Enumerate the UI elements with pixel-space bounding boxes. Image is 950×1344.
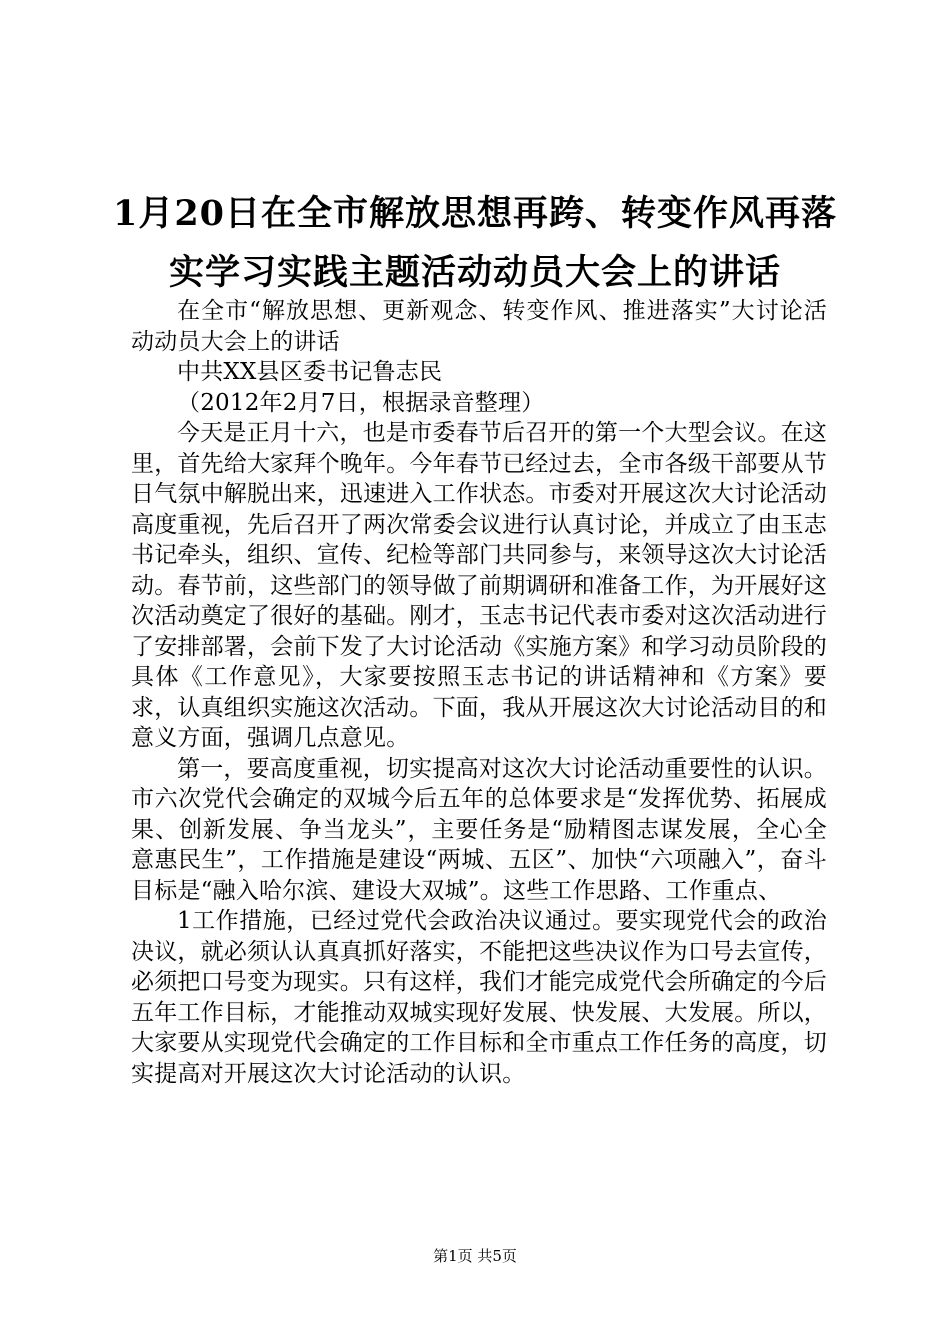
- paragraph: 今天是正月十六，也是市委春节后召开的第一个大型会议。在这里，首先给大家拜个晚年。今年春节已经过去，全市各级干部要从节日气氛中解脱出来，迅速进入工作状态。市委对开展这次大讨论活动高度重视，先后召开了两次常委会议进行认真讨论，并成立了由玉志书记牵头，组织、宣传、纪检等部门共同参与，来领导这次大讨论活动。春节前，这些部门的领导做了前期调研和准备工作，为开展好这次活动奠定了很好的基础。刚才，玉志书记代表市委对这次活动进行了安排部署，会前下发了大讨论活动《实施方案》和学习动员阶段的具体《工作意见》，大家要按照玉志书记的讲话精神和《方案》要求，认真组织实施这次活动。下面，我从开展这次大讨论活动目的和意义方面，强调几点意见。: [131, 420, 827, 751]
- speech-heading: 在全市“解放思想、更新观念、转变作风、推进落实”大讨论活动动员大会上的讲话: [131, 298, 827, 355]
- document-title-line-2: 实学习实践主题活动动员大会上的讲话: [168, 252, 781, 293]
- page-footer: 第1页 共5页: [433, 1247, 517, 1265]
- speaker-line: 中共XX县区委书记鲁志民: [177, 359, 443, 385]
- document-title-line-1: 1月20日在全市解放思想再跨、转变作风再落: [112, 193, 838, 234]
- paragraph: 1工作措施，已经过党代会政治决议通过。要实现党代会的政治决议，就必须认认真真抓好落实，不能把这些决议作为口号去宣传，必须把口号变为现实。只有这样，我们才能完成党代会所确定的今后五年工作目标，才能推动双城实现好发展、快发展、大发展。所以，大家要从实现党代会确定的工作目标和全市重点工作任务的高度，切实提高对开展这次大讨论活动的认识。: [131, 908, 827, 1087]
- date-note: （2012年2月7日，根据录音整理）: [177, 389, 545, 416]
- paragraph: 第一，要高度重视，切实提高对这次大讨论活动重要性的认识。市六次党代会确定的双城今后五年的总体要求是“发挥优势、拓展成果、创新发展、争当龙头”，主要任务是“励精图志谋发展，全心全意惠民生”，工作措施是建设“两城、五区”、加快“六项融入”，奋斗目标是“融入哈尔滨、建设大双城”。这些工作思路、工作重点、: [131, 755, 827, 904]
- document-body: [131, 296, 827, 1089]
